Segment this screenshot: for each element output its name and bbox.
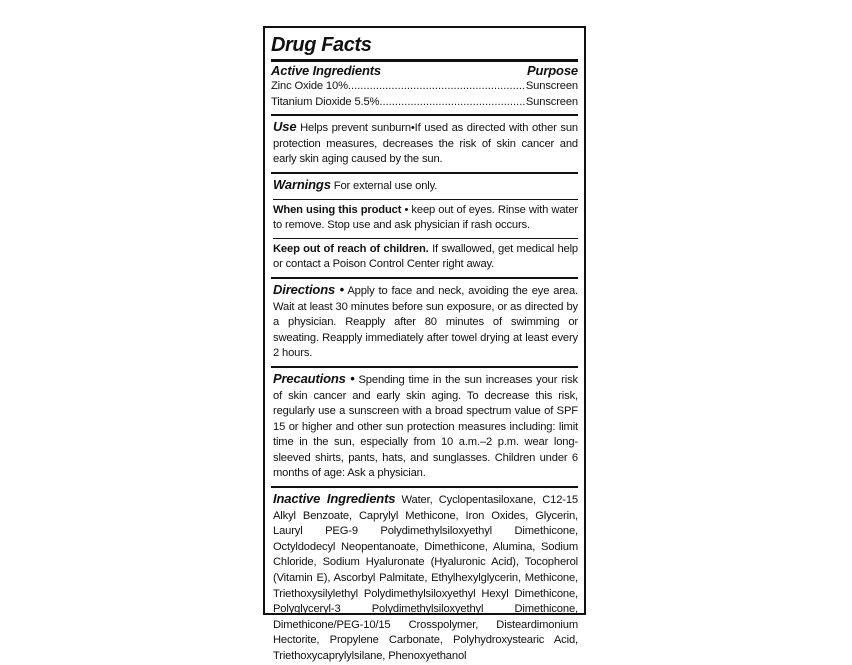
divider xyxy=(271,172,578,174)
precautions-paragraph xyxy=(273,371,578,482)
use-text: Helps prevent sunburn•If used as directed with other sun protection measures, decreases the risk of skin cancer and early skin aging caused by the sun. xyxy=(273,122,578,166)
divider xyxy=(271,114,578,116)
ingredient-name: Zinc Oxide 10% xyxy=(271,80,348,92)
when-using-text: • keep out of eyes. Rinse with water to remove. Stop use and ask physician if rash occurs. xyxy=(273,203,578,232)
warnings-section xyxy=(271,177,578,273)
directions-section xyxy=(271,282,578,362)
use-section xyxy=(271,119,578,168)
warnings-text: For external use only. xyxy=(333,179,438,192)
active-ingredients-header-row xyxy=(271,63,578,79)
active-ingredients-header: Active Ingredients xyxy=(271,63,381,78)
when-using-paragraph xyxy=(273,203,578,234)
drug-facts-panel xyxy=(263,26,586,662)
keep-out-text: If swallowed, get medical help or contact a Poison Control Center right away. xyxy=(273,242,579,271)
use-header: Use xyxy=(273,119,297,135)
divider xyxy=(273,238,578,239)
purpose-header: Purpose xyxy=(527,63,578,78)
directions-paragraph xyxy=(273,282,578,362)
drug-facts-title: Drug Facts xyxy=(271,34,372,56)
leader-dots xyxy=(379,95,526,111)
use-paragraph xyxy=(273,119,578,168)
keep-out-paragraph xyxy=(273,242,578,273)
keep-out-label: Keep out of reach of children. xyxy=(273,242,429,255)
directions-header: Directions • xyxy=(273,281,344,297)
ingredient-purpose: Sunscreen xyxy=(525,95,578,108)
leader-dots xyxy=(348,79,526,95)
ingredient-name: Titanium Dioxide 5.5% xyxy=(271,95,380,108)
precautions-header: Precautions • xyxy=(273,370,355,386)
when-using-label: When using this product xyxy=(273,203,402,216)
inactive-ingredients-header: Inactive Ingredients xyxy=(273,491,396,507)
active-ingredient-row xyxy=(271,79,578,95)
precautions-text: Spending time in the sun increases your risk of skin cancer and early skin aging. To decrease this risk, regularly use a sunscreen with a broad spectrum value of SPF 15 or higher and other sun protection measures including: limit time in the sun, especially from 10 a.m.–2 p.m. wear long-sleeved shirts, pants, hats, and sunglasses. Children under 6 months of age: Ask a physician. xyxy=(273,373,578,480)
active-ingredients-section xyxy=(271,63,578,110)
divider xyxy=(273,199,578,200)
precautions-section xyxy=(271,371,578,482)
directions-text: Apply to face and neck, avoiding the eye area. Wait at least 30 minutes before sun exposure, or as directed by a physician. Reapply after 80 minutes of swimming or sweating. Reapply immediately after towel drying at least every 2 hours. xyxy=(273,284,578,360)
divider xyxy=(271,277,578,279)
active-ingredient-row xyxy=(271,95,578,111)
warnings-header: Warnings xyxy=(273,176,331,192)
ingredient-purpose: Sunscreen xyxy=(525,80,578,92)
inactive-ingredients-text: Water, Cyclopentasiloxane, C12-15 Alkyl Benzoate, Caprylyl Methicone, Iron Oxides, Glycerin, Lauryl PEG-9 Polydimethylsiloxyethyl Dimethicone, Octyldodecyl Neopentanoate, Dimethicone, Alumina, Sodium Chloride, Sodium Hyaluronate (Hyaluronic Acid), Tocopherol (Vitamin E), Ascorbyl Palmitate, Ethylhexylglycerin, Methicone, Triethoxysilylethyl Polydimethylsiloxyethyl Hexyl Dimethicone, Polyglyceryl-3 Polydimethylsiloxyethyl Dimethicone, Dimethicone/PEG-10/15 Crosspolymer, Disteardimonium Hectorite, Propylene Carbonate, Polyhydroxystearic Acid, Triethoxycaprylylsilane, Phenoxyethanol xyxy=(273,494,578,662)
warnings-paragraph xyxy=(273,177,578,195)
divider xyxy=(271,486,578,488)
divider xyxy=(271,59,578,62)
divider xyxy=(271,366,578,368)
